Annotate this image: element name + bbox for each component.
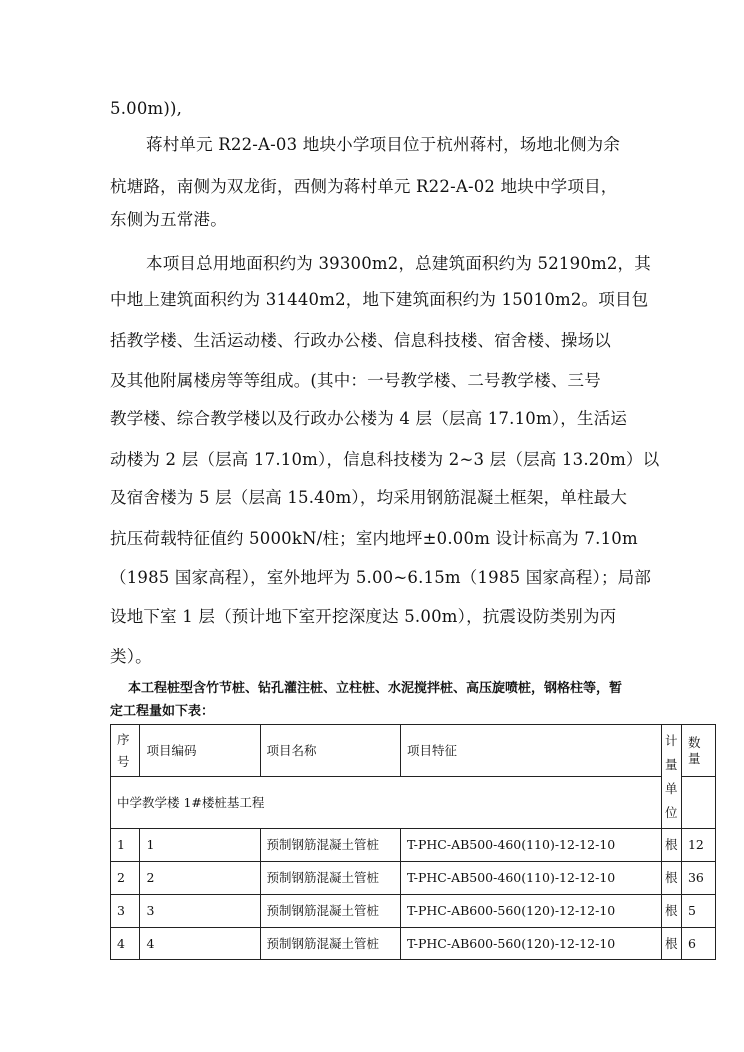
area-line-9: （1985 国家高程），室外地坪为 5.00~6.15m（1985 国家高程）；局部	[110, 568, 652, 587]
header-code: 项目编码	[140, 725, 260, 777]
row-feature: T-PHC-AB500-460(110)-12-12-10	[401, 829, 662, 862]
row-unit: 根	[661, 862, 681, 895]
section-qty-cell	[681, 777, 715, 829]
row-seq: 2	[111, 862, 140, 895]
row-qty: 36	[681, 862, 715, 895]
area-line-10: 设地下室 1 层（预计地下室开挖深度达 5.00m），抗震设防类别为丙	[110, 607, 617, 626]
row-name: 预制钢筋混凝土管桩	[260, 895, 400, 928]
area-line-7: 及宿舍楼为 5 层（层高 15.40m），均采用钢筋混凝土框架，单柱最大	[110, 488, 628, 507]
header-seq	[111, 725, 140, 777]
area-line-2: 中地上建筑面积约为 31440m2，地下建筑面积约为 15010m2。项目包	[110, 290, 649, 309]
pile-note-line-1: 本工程桩型含竹节桩、钻孔灌注桩、立柱桩、水泥搅拌桩、高压旋喷桩，钢格柱等，暂	[128, 681, 623, 696]
header-unit-char-4: 位	[665, 804, 678, 820]
header-qty: 数量	[681, 725, 715, 777]
row-seq: 3	[111, 895, 140, 928]
table-row	[111, 895, 716, 928]
location-line-1: 蒋村单元 R22-A-03 地块小学项目位于杭州蒋村，场地北侧为余	[146, 135, 621, 154]
row-unit: 根	[661, 829, 681, 862]
row-qty: 6	[681, 928, 715, 960]
row-qty: 12	[681, 829, 715, 862]
row-unit: 根	[661, 895, 681, 928]
section-title: 中学教学楼 1#楼桩基工程	[111, 777, 662, 829]
row-unit: 根	[661, 928, 681, 960]
row-code: 3	[140, 895, 260, 928]
row-code: 4	[140, 928, 260, 960]
header-name: 项目名称	[260, 725, 400, 777]
row-feature: T-PHC-AB500-460(110)-12-12-10	[401, 862, 662, 895]
location-line-3: 东侧为五常港。	[110, 210, 227, 229]
area-line-5: 教学楼、综合教学楼以及行政办公楼为 4 层（层高 17.10m），生活运	[110, 409, 628, 428]
header-unit-char-1: 计	[665, 732, 678, 748]
table-row	[111, 829, 716, 862]
row-code: 1	[140, 829, 260, 862]
row-name: 预制钢筋混凝土管桩	[260, 928, 400, 960]
header-unit-char-2: 量	[665, 756, 678, 772]
header-unit-char-3: 单	[665, 780, 678, 796]
header-feature: 项目特征	[401, 725, 662, 777]
row-qty: 5	[681, 895, 715, 928]
row-feature: T-PHC-AB600-560(120)-12-12-10	[401, 928, 662, 960]
area-line-1: 本项目总用地面积约为 39300m2，总建筑面积约为 52190m2，其	[146, 254, 651, 273]
header-seq-char-1: 序	[117, 731, 130, 747]
pile-note-line-2: 定工程量如下表：	[110, 704, 215, 719]
row-name: 预制钢筋混凝土管桩	[260, 829, 400, 862]
area-line-4: 及其他附属楼房等等组成。(其中：一号教学楼、二号教学楼、三号	[110, 371, 601, 390]
section-row	[111, 777, 716, 829]
area-line-3: 括教学楼、生活运动楼、行政办公楼、信息科技楼、宿舍楼、操场以	[110, 331, 611, 350]
header-seq-char-2: 号	[117, 753, 130, 769]
location-line-2: 杭塘路，南侧为双龙街，西侧为蒋村单元 R22-A-02 地块中学项目，	[110, 177, 618, 196]
row-name: 预制钢筋混凝土管桩	[260, 862, 400, 895]
table-row	[111, 862, 716, 895]
area-line-11: 类）。	[110, 647, 152, 666]
row-feature: T-PHC-AB600-560(120)-12-12-10	[401, 895, 662, 928]
quantity-table	[110, 724, 716, 960]
table-row	[111, 928, 716, 960]
row-seq: 4	[111, 928, 140, 960]
continuation-line: 5.00m)),	[110, 99, 183, 118]
header-unit	[661, 725, 681, 829]
table-header-row	[111, 725, 716, 777]
row-code: 2	[140, 862, 260, 895]
row-seq: 1	[111, 829, 140, 862]
area-line-6: 动楼为 2 层（层高 17.10m），信息科技楼为 2~3 层（层高 13.20m）以	[110, 450, 660, 469]
area-line-8: 抗压荷载特征值约 5000kN/柱；室内地坪±0.00m 设计标高为 7.10m	[110, 529, 638, 548]
